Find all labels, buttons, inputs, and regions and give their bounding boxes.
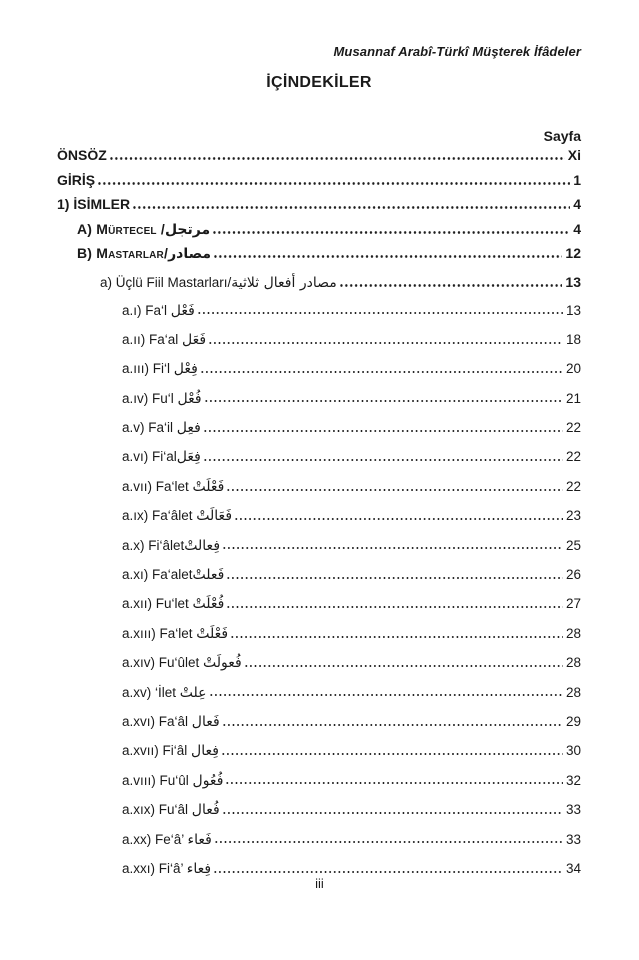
- toc-entry-arabic: فِعَل: [176, 449, 201, 466]
- toc-entry-label: a.xv) ‘İlet: [122, 684, 180, 700]
- toc-entry: [57, 802, 581, 831]
- column-header-sayfa: Sayfa: [543, 128, 581, 144]
- toc-entry-label: a.ıx) Fa‘âlet: [122, 508, 197, 524]
- toc-entry-label: a.ııı) Fi‘l: [122, 361, 174, 377]
- toc-entry-page: Xi: [567, 147, 581, 163]
- toc-entry-page: 20: [565, 361, 581, 377]
- toc-entry-arabic: فِعْل: [173, 361, 198, 378]
- toc-entry: [57, 743, 581, 772]
- dotted-leader: [109, 156, 565, 160]
- toc-entry-label: a.xıx) Fu‘âl: [122, 802, 192, 818]
- toc-entry: [57, 773, 581, 802]
- dotted-leader: [226, 575, 563, 579]
- toc-entry-page: 22: [565, 420, 581, 436]
- dotted-leader: [213, 254, 562, 258]
- toc-entry-arabic: فِعال: [191, 743, 219, 760]
- toc-entry: [57, 196, 581, 221]
- toc-entry: [57, 172, 581, 197]
- toc-entry: [57, 596, 581, 625]
- toc-entry-arabic: فَعَالَتْ: [196, 508, 233, 525]
- toc-entry-page: 29: [565, 713, 581, 729]
- dotted-leader: [203, 428, 563, 432]
- toc-entry-label: a.vıı) Fa‘let: [122, 478, 193, 494]
- toc-entry-arabic: فُعْل: [177, 390, 202, 407]
- toc-entry-label: a.xııı) Fa‘let: [122, 625, 197, 641]
- toc-entry: [57, 508, 581, 537]
- toc-entry-arabic: فَعال: [191, 713, 220, 730]
- toc-entry: [57, 420, 581, 449]
- toc-entry-arabic: مصادر أفعال ثلاثية: [231, 274, 337, 291]
- toc-entry-arabic: فَعَل: [182, 331, 207, 348]
- toc-entry: [57, 479, 581, 508]
- toc-entry: [57, 538, 581, 567]
- toc-list: [57, 147, 581, 890]
- toc-entry-page: 32: [565, 772, 581, 788]
- dotted-leader: [225, 781, 563, 785]
- toc-entry: [57, 714, 581, 743]
- dotted-leader: [97, 181, 570, 185]
- dotted-leader: [213, 869, 563, 873]
- toc-entry-label: a.xıı) Fu‘let: [122, 596, 193, 612]
- toc-entry: [57, 245, 581, 270]
- toc-entry-arabic: فِعالتْ: [184, 537, 221, 554]
- dotted-leader: [209, 693, 563, 697]
- footer-page-number: iii: [315, 876, 324, 891]
- toc-entry-page: 27: [565, 596, 581, 612]
- toc-entry: [57, 391, 581, 420]
- toc-entry-label: a.xxı) Fi‘â’: [122, 860, 187, 876]
- toc-entry: [57, 303, 581, 332]
- toc-entry-label: a.ıı) Fa‘al: [122, 331, 183, 347]
- dotted-leader: [226, 604, 563, 608]
- toc-entry: [57, 221, 581, 246]
- dotted-leader: [222, 722, 563, 726]
- dotted-leader: [214, 840, 563, 844]
- toc-entry-label: B) Mastarlar/: [77, 245, 169, 261]
- toc-entry-label: 1) İSİMLER: [57, 196, 131, 212]
- dotted-leader: [339, 283, 563, 287]
- toc-entry-arabic: فعِل: [176, 420, 201, 437]
- toc-entry-arabic: مصادر: [168, 246, 212, 262]
- toc-entry: [57, 332, 581, 361]
- toc-entry-page: 28: [565, 625, 581, 641]
- toc-entry-label: A) Mürtecel /: [77, 220, 165, 237]
- toc-entry-arabic: فَعْل: [170, 302, 195, 319]
- toc-entry-page: 13: [565, 302, 581, 318]
- toc-entry-page: 13: [565, 273, 581, 290]
- toc-entry-label: a.v) Fa‘il: [122, 420, 177, 436]
- dotted-leader: [221, 751, 563, 755]
- toc-entry-label: a.vııı) Fu‘ûl: [122, 772, 193, 788]
- dotted-leader: [200, 369, 563, 373]
- dotted-leader: [212, 230, 570, 234]
- toc-entry-arabic: عِلتْ: [179, 684, 207, 701]
- dotted-leader: [208, 340, 563, 344]
- toc-entry-page: 12: [565, 245, 581, 261]
- toc-entry-page: 33: [565, 802, 581, 818]
- toc-entry-arabic: فُعُول: [192, 772, 224, 789]
- dotted-leader: [222, 546, 563, 550]
- dotted-leader: [244, 663, 563, 667]
- dotted-leader: [204, 399, 563, 403]
- toc-entry-label: a) Üçlü Fiil Mastarları/: [100, 274, 232, 290]
- page-title: İÇİNDEKİLER: [266, 74, 372, 91]
- running-header: Musannaf Arabî-Türkî Müşterek İfâdeler: [333, 44, 581, 59]
- dotted-leader: [230, 634, 563, 638]
- dotted-leader: [197, 311, 563, 315]
- toc-entry-label: a.xı) Fa‘alet: [122, 567, 193, 583]
- toc-entry-page: 28: [565, 655, 581, 671]
- toc-entry-page: 22: [565, 478, 581, 494]
- toc-entry-page: 21: [565, 390, 581, 406]
- toc-entry-page: 18: [565, 331, 581, 347]
- toc-entry-label: a.xıv) Fu‘ûlet: [122, 655, 204, 671]
- toc-entry-page: 25: [565, 537, 581, 553]
- toc-entry: [57, 449, 581, 478]
- toc-entry-page: 28: [565, 684, 581, 700]
- toc-entry-page: 23: [565, 508, 581, 524]
- toc-entry-label: a.ı) Fa‘l: [122, 302, 171, 318]
- toc-entry-arabic: فُعولَتْ: [203, 655, 242, 672]
- toc-entry-page: 34: [565, 860, 581, 876]
- toc-entry-arabic: فَعْلَتْ: [192, 478, 225, 495]
- toc-entry-label: a.x) Fi‘âlet: [122, 537, 185, 553]
- toc-entry-label: a.xx) Fe‘â’: [122, 831, 188, 847]
- toc-entry-arabic: فُعْلَتْ: [192, 596, 225, 613]
- toc-entry-arabic: فُعال: [191, 802, 220, 819]
- toc-entry: [57, 626, 581, 655]
- toc-entry-page: 33: [565, 831, 581, 847]
- toc-entry: [57, 361, 581, 390]
- toc-entry-page: 4: [573, 220, 581, 237]
- toc-entry-page: 30: [565, 743, 581, 759]
- dotted-leader: [203, 457, 563, 461]
- toc-entry-arabic: فَعلتْ: [192, 567, 225, 584]
- dotted-leader: [226, 487, 563, 491]
- toc-entry-label: a.xvı) Fa‘âl: [122, 713, 192, 729]
- toc-entry-page: 22: [565, 449, 581, 465]
- toc-entry-page: 4: [573, 196, 581, 212]
- toc-entry-page: 26: [565, 567, 581, 583]
- toc-entry: [57, 270, 581, 303]
- toc-entry-arabic: فَعْلَتْ: [196, 625, 229, 642]
- toc-entry-label: a.ıv) Fu‘l: [122, 390, 178, 406]
- toc-entry-page: 1: [573, 171, 581, 188]
- toc-entry: [57, 685, 581, 714]
- toc-entry-label: a.xvıı) Fi‘âl: [122, 743, 192, 759]
- toc-entry-arabic: فِعاء: [186, 860, 212, 877]
- dotted-leader: [222, 810, 563, 814]
- toc-entry: [57, 655, 581, 684]
- dotted-leader: [132, 205, 570, 209]
- toc-entry: [57, 832, 581, 861]
- toc-entry: [57, 147, 581, 172]
- toc-entry-arabic: فَعاء: [187, 831, 212, 848]
- toc-entry-label: ÖNSÖZ: [57, 147, 107, 163]
- toc-entry: [57, 567, 581, 596]
- dotted-leader: [234, 516, 563, 520]
- toc-entry-arabic: مرتجل: [164, 221, 211, 238]
- toc-entry-label: GİRİŞ: [57, 171, 96, 188]
- toc-entry-label: a.vı) Fi‘al: [122, 449, 177, 465]
